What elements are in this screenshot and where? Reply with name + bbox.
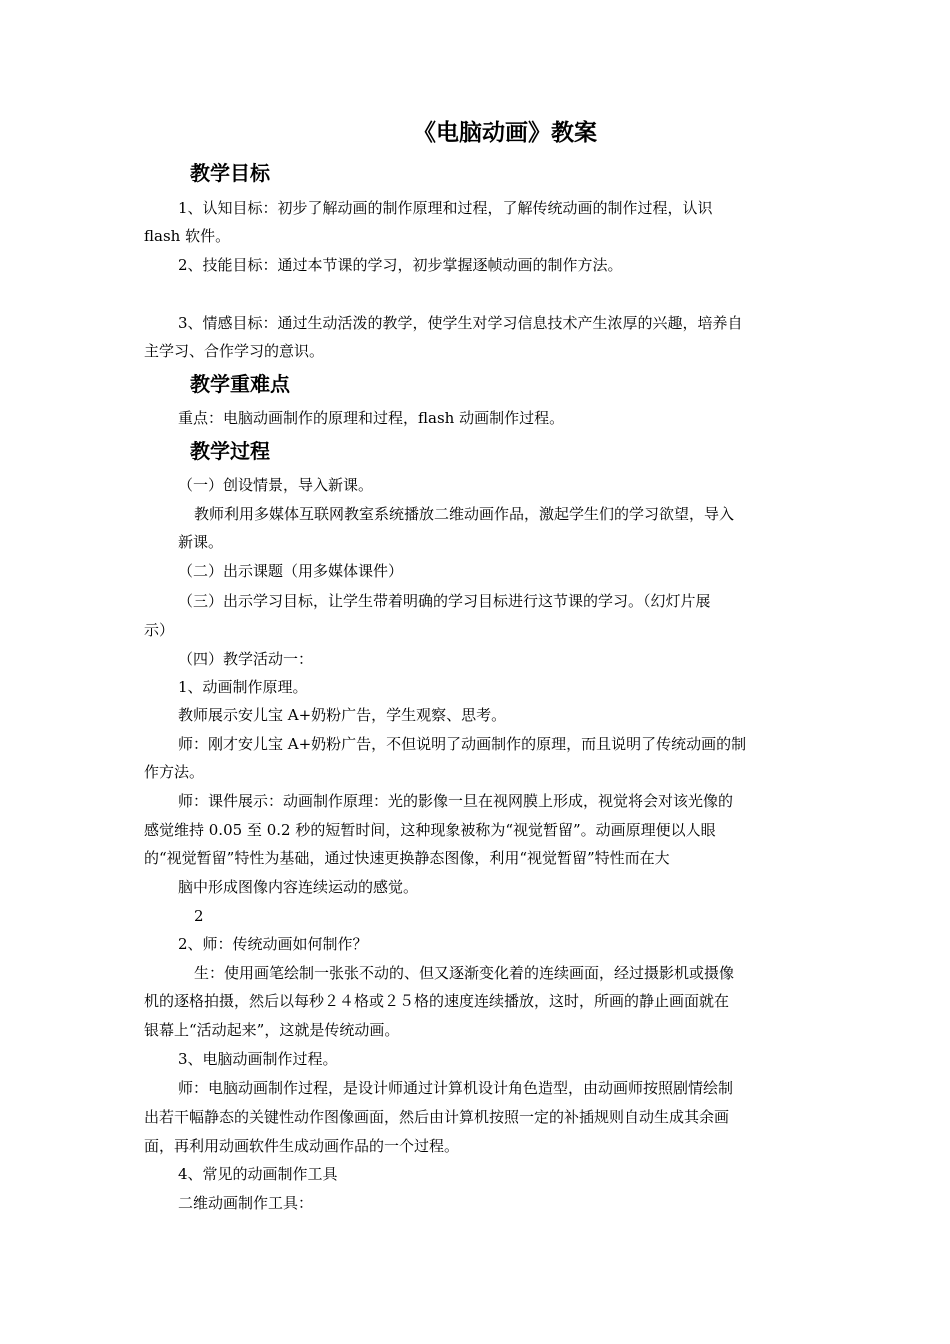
process-line-10: 师：刚才安儿宝 A+奶粉广告，不但说明了动画制作的原理，而且说明了传统动画的制 [178, 735, 747, 753]
process-line-17: 2、师：传统动画如何制作？ [178, 935, 368, 953]
process-line-20: 银幕上“活动起来”，这就是传统动画。 [144, 1021, 400, 1039]
process-line-12: 师：课件展示：动画制作原理：光的影像一旦在视网膜上形成，视觉将会对该光像的 [178, 792, 734, 810]
process-line-15: 脑中形成图像内容连续运动的感觉。 [178, 878, 419, 896]
process-line-22: 师：电脑动画制作过程，是设计师通过计算机设计角色造型，由动画师按照剧情绘制 [178, 1079, 734, 1097]
process-line-16: 2 [194, 907, 204, 925]
document-title: 《电脑动画》教案 [413, 120, 597, 146]
heading-key-points: 教学重难点 [190, 372, 290, 396]
process-line-25: 4、常见的动画制作工具 [178, 1165, 338, 1183]
process-line-19: 机的逐格拍摄，然后以每秒２４格或２５格的速度连续播放，这时，所画的静止画面就在 [144, 992, 730, 1010]
process-line-3: 新课。 [178, 533, 224, 551]
process-line-13: 感觉维持 0.05 至 0.2 秒的短暂时间，这种现象被称为“视觉暂留”。动画原理便以人眼 [144, 821, 716, 839]
process-line-5: （三）出示学习目标，让学生带着明确的学习目标进行这节课的学习。（幻灯片展 [178, 592, 711, 610]
key-point-line-1: 重点：电脑动画制作的原理和过程，flash 动画制作过程。 [178, 409, 565, 427]
process-line-18: 生：使用画笔绘制一张张不动的、但又逐渐变化着的连续画面，经过摄影机或摄像 [194, 964, 735, 982]
objective-line-4: 3、情感目标：通过生动活泼的教学，使学生对学习信息技术产生浓厚的兴趣，培养自 [178, 314, 743, 332]
process-line-7: （四）教学活动一： [178, 650, 314, 668]
process-line-24: 面，再利用动画软件生成动画作品的一个过程。 [144, 1137, 460, 1155]
process-line-8: 1、动画制作原理。 [178, 678, 308, 696]
process-line-6: 示） [144, 621, 175, 639]
process-line-2: 教师利用多媒体互联网教室系统播放二维动画作品，激起学生们的学习欲望，导入 [194, 505, 735, 523]
process-line-14: 的“视觉暂留”特性为基础，通过快速更换静态图像，利用“视觉暂留”特性而在大 [144, 849, 670, 867]
process-line-26: 二维动画制作工具： [178, 1194, 314, 1212]
objective-line-3: 2、技能目标：通过本节课的学习，初步掌握逐帧动画的制作方法。 [178, 256, 623, 274]
process-line-1: （一）创设情景，导入新课。 [178, 476, 374, 494]
process-line-9: 教师展示安儿宝 A+奶粉广告，学生观察、思考。 [178, 706, 507, 724]
heading-objectives: 教学目标 [190, 161, 270, 185]
process-line-23: 出若干幅静态的关键性动作图像画面，然后由计算机按照一定的补插规则自动生成其余画 [144, 1108, 730, 1126]
process-line-11: 作方法。 [144, 763, 205, 781]
process-line-21: 3、电脑动画制作过程。 [178, 1050, 338, 1068]
objective-line-1: 1、认知目标：初步了解动画的制作原理和过程，了解传统动画的制作过程，认识 [178, 199, 713, 217]
objective-line-5: 主学习、合作学习的意识。 [144, 342, 325, 360]
objective-line-2: flash 软件。 [144, 227, 231, 245]
process-line-4: （二）出示课题（用多媒体课件） [178, 562, 404, 580]
heading-process: 教学过程 [190, 439, 270, 463]
